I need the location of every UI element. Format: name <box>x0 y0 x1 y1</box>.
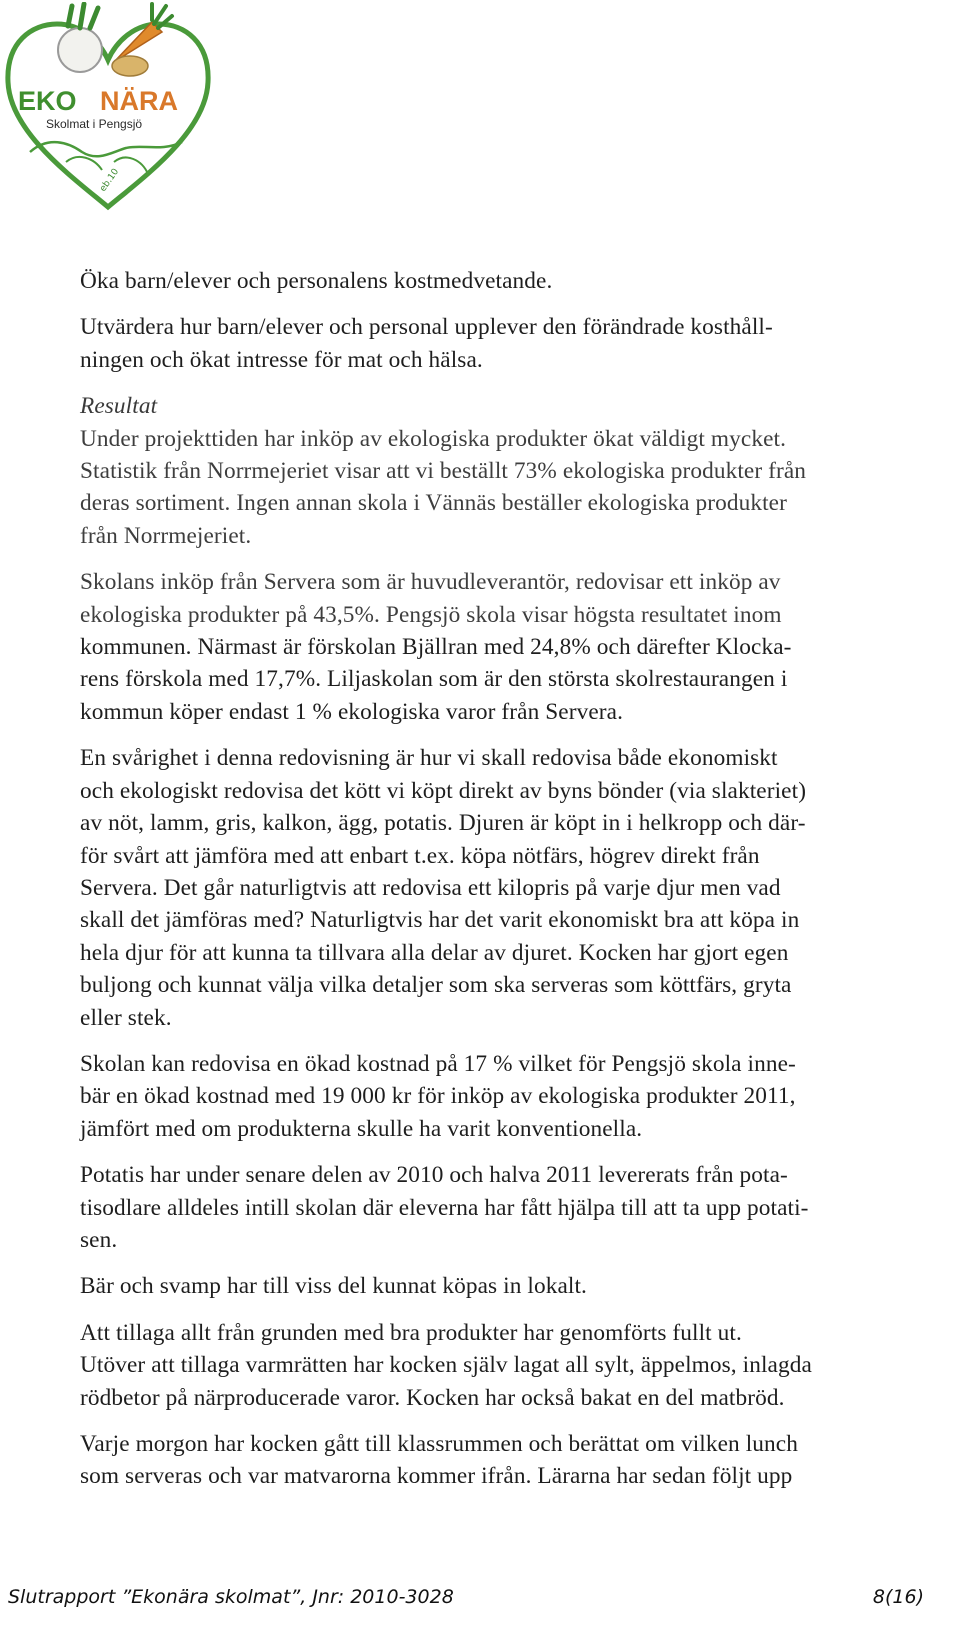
difficulty-line-9: eller stek. <box>80 1004 172 1031</box>
paragraph-goal-2-line-1: Utvärdera hur barn/elever och personal upplever den förändrade kosthåll- <box>80 314 773 341</box>
servera-line-2: ekologiska produkter på 43,5%. Pengsjö skola visar högsta resultatet inom <box>80 601 782 628</box>
svg-text:eb.10: eb.10 <box>98 167 122 194</box>
footer-page-number: 8(16) <box>872 1586 924 1608</box>
cooking-line-1: Att tillaga allt från grunden med bra produkter har genomförts fullt ut. <box>80 1319 742 1346</box>
cost-line-3: jämfört med om produkterna skulle ha varit konventionella. <box>80 1115 643 1142</box>
potato-line-1: Potatis har under senare delen av 2010 och halva 2011 levererats från pota- <box>80 1162 788 1189</box>
morning-line-2: som serveras och var matvarorna kommer ifrån. Lärarna har sedan följt upp <box>80 1463 793 1490</box>
servera-line-3: kommunen. Närmast är förskolan Bjällran med 24,8% och därefter Klocka- <box>80 634 792 661</box>
result-line-4: från Norrmejeriet. <box>80 522 252 549</box>
difficulty-line-6: skall det jämföras med? Naturligtvis har det varit ekonomiskt bra att köpa in <box>80 907 800 934</box>
svg-text:EKO: EKO <box>18 86 77 116</box>
cooking-line-2: Utöver att tillaga varmrätten har kocken själv lagat all sylt, äppelmos, inlagda <box>80 1352 812 1379</box>
ekonara-logo <box>2 2 214 212</box>
difficulty-line-8: buljong och kunnat välja vilka detaljer som ska serveras som köttfärs, gryta <box>80 972 792 999</box>
servera-line-1: Skolans inköp från Servera som är huvudleverantör, redovisar ett inköp av <box>80 569 781 596</box>
cost-line-1: Skolan kan redovisa en ökad kostnad på 17 % vilket för Pengsjö skola inne- <box>80 1050 796 1077</box>
potato-line-3: sen. <box>80 1226 118 1253</box>
morning-line-1: Varje morgon har kocken gått till klassrummen och berättat om vilken lunch <box>80 1431 798 1457</box>
potato-line-2: tisodlare alldeles intill skolan där eleverna har fått hjälpa till att ta upp potati- <box>80 1194 809 1221</box>
heart-logo-icon <box>2 2 214 212</box>
difficulty-line-3: av nöt, lamm, gris, kalkon, ägg, potatis. Djuren är köpt in i helkropp och där- <box>80 810 806 837</box>
difficulty-line-1: En svårighet i denna redovisning är hur vi skall redovisa både ekonomiskt <box>80 745 778 772</box>
paragraph-goal-2-line-2: ningen och ökat intresse för mat och hälsa. <box>80 346 483 373</box>
cooking-line-3: rödbetor på närproducerade varor. Kocken har också bakat en del matbröd. <box>80 1384 785 1411</box>
report-body <box>80 265 930 1493</box>
servera-line-5: kommun köper endast 1 % ekologiska varor från Servera. <box>80 698 624 725</box>
paragraph-goal-1: Öka barn/elever och personalens kostmedvetande. <box>80 268 553 294</box>
result-line-2: Statistik från Norrmejeriet visar att vi beställt 73% ekologiska produkter från <box>80 458 807 485</box>
cost-line-2: bär en ökad kostnad med 19 000 kr för inköp av ekologiska produkter 2011, <box>80 1083 796 1110</box>
difficulty-line-7: hela djur för att kunna ta tillvara alla delar av djuret. Kocken har gjort egen <box>80 939 789 966</box>
result-line-3: deras sortiment. Ingen annan skola i Vännäs beställer ekologiska produkter <box>80 490 787 517</box>
berries-line-1: Bär och svamp har till viss del kunnat köpas in lokalt. <box>80 1273 587 1300</box>
svg-text:NÄRA: NÄRA <box>100 86 178 116</box>
difficulty-line-4: för svårt att jämföra med att enbart t.ex. köpa nötfärs, högrev direkt från <box>80 842 760 869</box>
servera-line-4: rens förskola med 17,7%. Liljaskolan som är den största skolrestaurangen i <box>80 666 788 693</box>
difficulty-line-2: och ekologiskt redovisa det kött vi köpt direkt av byns bönder (via slakteriet) <box>80 777 807 804</box>
footer-report-title: Slutrapport ”Ekonära skolmat”, Jnr: 2010-3028 <box>8 1586 454 1608</box>
difficulty-line-5: Servera. Det går naturligtvis att redovisa ett kilopris på varje djur men vad <box>80 874 781 901</box>
result-line-1: Under projekttiden har inköp av ekologiska produkter ökat väldigt mycket. <box>80 425 787 452</box>
section-heading-resultat: Resultat <box>80 393 158 420</box>
svg-text:Skolmat i Pengsjö: Skolmat i Pengsjö <box>46 117 143 131</box>
